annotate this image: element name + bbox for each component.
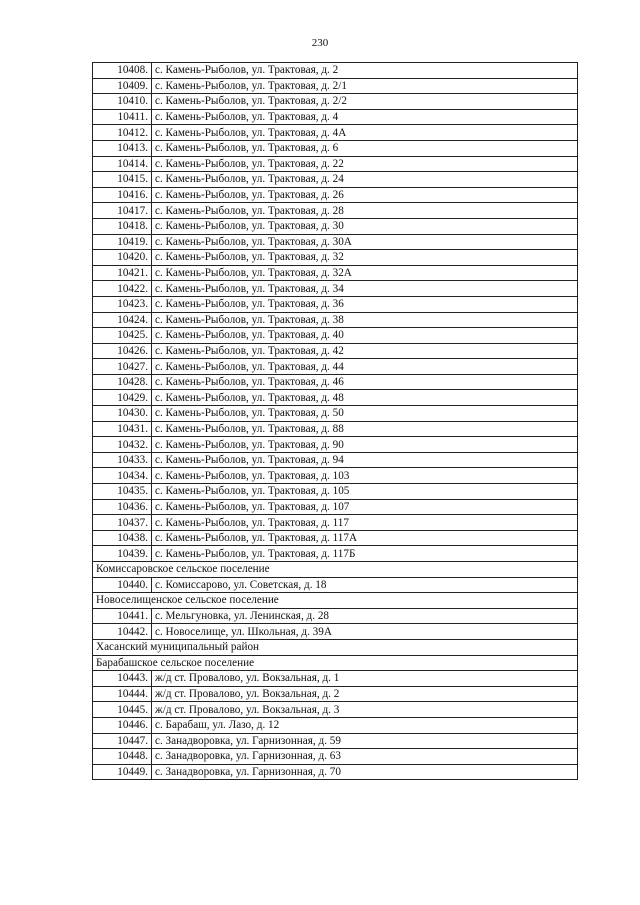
table-row — [93, 764, 578, 780]
entry-number: 10431. — [93, 421, 152, 437]
section-header-row — [93, 655, 578, 671]
entry-number: 10417. — [93, 203, 152, 219]
entry-number: 10420. — [93, 250, 152, 266]
entry-number: 10418. — [93, 218, 152, 234]
section-title: Новоселищенское сельское поселение — [93, 593, 578, 609]
entry-number: 10408. — [93, 63, 152, 79]
table-row — [93, 156, 578, 172]
table-row — [93, 530, 578, 546]
entry-number: 10423. — [93, 296, 152, 312]
entry-number: 10412. — [93, 125, 152, 141]
table-row — [93, 437, 578, 453]
entry-address: с. Камень-Рыболов, ул. Трактовая, д. 117 — [152, 515, 578, 531]
entry-number: 10426. — [93, 343, 152, 359]
entry-number: 10425. — [93, 328, 152, 344]
entry-number: 10424. — [93, 312, 152, 328]
section-title: Комиссаровское сельское поселение — [93, 562, 578, 578]
table-row — [93, 499, 578, 515]
table-row — [93, 546, 578, 562]
entry-number: 10442. — [93, 624, 152, 640]
entry-address: с. Камень-Рыболов, ул. Трактовая, д. 117Б — [152, 546, 578, 562]
section-header-row — [93, 639, 578, 655]
entry-number: 10428. — [93, 374, 152, 390]
entry-address: с. Камень-Рыболов, ул. Трактовая, д. 2/2 — [152, 94, 578, 110]
entry-address: с. Камень-Рыболов, ул. Трактовая, д. 40 — [152, 328, 578, 344]
entry-address: с. Камень-Рыболов, ул. Трактовая, д. 36 — [152, 296, 578, 312]
entry-address: с. Камень-Рыболов, ул. Трактовая, д. 32А — [152, 265, 578, 281]
entry-number: 10439. — [93, 546, 152, 562]
table-row — [93, 312, 578, 328]
table-row — [93, 468, 578, 484]
entry-number: 10444. — [93, 686, 152, 702]
table-row — [93, 343, 578, 359]
table-row — [93, 702, 578, 718]
entry-number: 10449. — [93, 764, 152, 780]
entry-address: с. Новоселище, ул. Школьная, д. 39А — [152, 624, 578, 640]
entry-address: с. Камень-Рыболов, ул. Трактовая, д. 38 — [152, 312, 578, 328]
entry-address: с. Камень-Рыболов, ул. Трактовая, д. 50 — [152, 406, 578, 422]
table-row — [93, 203, 578, 219]
entry-number: 10441. — [93, 608, 152, 624]
entry-address: ж/д ст. Провалово, ул. Вокзальная, д. 3 — [152, 702, 578, 718]
entry-address: с. Комиссарово, ул. Советская, д. 18 — [152, 577, 578, 593]
entry-address: с. Камень-Рыболов, ул. Трактовая, д. 90 — [152, 437, 578, 453]
entry-address: с. Камень-Рыболов, ул. Трактовая, д. 42 — [152, 343, 578, 359]
entry-number: 10413. — [93, 140, 152, 156]
entry-address: с. Камень-Рыболов, ул. Трактовая, д. 24 — [152, 172, 578, 188]
entry-number: 10433. — [93, 452, 152, 468]
entry-number: 10427. — [93, 359, 152, 375]
table-row — [93, 125, 578, 141]
table-row — [93, 452, 578, 468]
entry-number: 10415. — [93, 172, 152, 188]
entry-address: с. Занадворовка, ул. Гарнизонная, д. 63 — [152, 749, 578, 765]
entry-address: с. Камень-Рыболов, ул. Трактовая, д. 4А — [152, 125, 578, 141]
table-row — [93, 109, 578, 125]
entry-address: с. Камень-Рыболов, ул. Трактовая, д. 48 — [152, 390, 578, 406]
entry-address: с. Камень-Рыболов, ул. Трактовая, д. 105 — [152, 484, 578, 500]
entry-number: 10437. — [93, 515, 152, 531]
entry-address: с. Занадворовка, ул. Гарнизонная, д. 59 — [152, 733, 578, 749]
entry-number: 10409. — [93, 78, 152, 94]
table-row — [93, 749, 578, 765]
table-row — [93, 733, 578, 749]
entry-number: 10419. — [93, 234, 152, 250]
section-header-row — [93, 593, 578, 609]
entry-number: 10436. — [93, 499, 152, 515]
entry-number: 10447. — [93, 733, 152, 749]
table-row — [93, 484, 578, 500]
entry-address: с. Камень-Рыболов, ул. Трактовая, д. 117А — [152, 530, 578, 546]
entry-address: с. Камень-Рыболов, ул. Трактовая, д. 30А — [152, 234, 578, 250]
entry-number: 10432. — [93, 437, 152, 453]
entry-address: с. Камень-Рыболов, ул. Трактовая, д. 6 — [152, 140, 578, 156]
entry-address: с. Камень-Рыболов, ул. Трактовая, д. 107 — [152, 499, 578, 515]
table-row — [93, 218, 578, 234]
table-row — [93, 624, 578, 640]
entry-number: 10421. — [93, 265, 152, 281]
entry-address: с. Камень-Рыболов, ул. Трактовая, д. 2 — [152, 63, 578, 79]
table-row — [93, 686, 578, 702]
table-row — [93, 328, 578, 344]
entry-address: с. Камень-Рыболов, ул. Трактовая, д. 30 — [152, 218, 578, 234]
table-row — [93, 717, 578, 733]
section-title: Барабашское сельское поселение — [93, 655, 578, 671]
address-register-table — [92, 62, 578, 780]
entry-address: с. Камень-Рыболов, ул. Трактовая, д. 4 — [152, 109, 578, 125]
entry-address: с. Камень-Рыболов, ул. Трактовая, д. 22 — [152, 156, 578, 172]
table-row — [93, 359, 578, 375]
table-row — [93, 281, 578, 297]
table-row — [93, 94, 578, 110]
entry-number: 10443. — [93, 671, 152, 687]
entry-number: 10445. — [93, 702, 152, 718]
entry-address: с. Камень-Рыболов, ул. Трактовая, д. 88 — [152, 421, 578, 437]
table-row — [93, 671, 578, 687]
entry-number: 10448. — [93, 749, 152, 765]
entry-address: ж/д ст. Провалово, ул. Вокзальная, д. 1 — [152, 671, 578, 687]
table-row — [93, 515, 578, 531]
table-row — [93, 296, 578, 312]
table-body — [93, 63, 578, 780]
entry-address: с. Камень-Рыболов, ул. Трактовая, д. 44 — [152, 359, 578, 375]
entry-address: с. Камень-Рыболов, ул. Трактовая, д. 32 — [152, 250, 578, 266]
table-row — [93, 406, 578, 422]
entry-address: с. Камень-Рыболов, ул. Трактовая, д. 34 — [152, 281, 578, 297]
entry-address: с. Камень-Рыболов, ул. Трактовая, д. 94 — [152, 452, 578, 468]
entry-number: 10416. — [93, 187, 152, 203]
entry-address: с. Мельгуновка, ул. Ленинская, д. 28 — [152, 608, 578, 624]
section-header-row — [93, 562, 578, 578]
table-row — [93, 390, 578, 406]
entry-number: 10434. — [93, 468, 152, 484]
table-row — [93, 608, 578, 624]
table-row — [93, 421, 578, 437]
table-row — [93, 78, 578, 94]
entry-number: 10429. — [93, 390, 152, 406]
entry-number: 10446. — [93, 717, 152, 733]
entry-number: 10440. — [93, 577, 152, 593]
table-row — [93, 234, 578, 250]
page-number: 230 — [311, 37, 329, 49]
table-row — [93, 187, 578, 203]
entry-number: 10411. — [93, 109, 152, 125]
entry-address: с. Камень-Рыболов, ул. Трактовая, д. 28 — [152, 203, 578, 219]
entry-address: с. Барабаш, ул. Лазо, д. 12 — [152, 717, 578, 733]
table-row — [93, 63, 578, 79]
table-row — [93, 172, 578, 188]
entry-address: с. Камень-Рыболов, ул. Трактовая, д. 103 — [152, 468, 578, 484]
entry-number: 10438. — [93, 530, 152, 546]
section-title: Хасанский муниципальный район — [93, 639, 578, 655]
entry-number: 10414. — [93, 156, 152, 172]
entry-address: с. Камень-Рыболов, ул. Трактовая, д. 26 — [152, 187, 578, 203]
entry-address: ж/д ст. Провалово, ул. Вокзальная, д. 2 — [152, 686, 578, 702]
entry-number: 10422. — [93, 281, 152, 297]
entry-number: 10410. — [93, 94, 152, 110]
table-row — [93, 577, 578, 593]
entry-number: 10435. — [93, 484, 152, 500]
table-row — [93, 265, 578, 281]
entry-number: 10430. — [93, 406, 152, 422]
entry-address: с. Камень-Рыболов, ул. Трактовая, д. 2/1 — [152, 78, 578, 94]
table-row — [93, 140, 578, 156]
entry-address: с. Камень-Рыболов, ул. Трактовая, д. 46 — [152, 374, 578, 390]
entry-address: с. Занадворовка, ул. Гарнизонная, д. 70 — [152, 764, 578, 780]
table-row — [93, 374, 578, 390]
table-row — [93, 250, 578, 266]
